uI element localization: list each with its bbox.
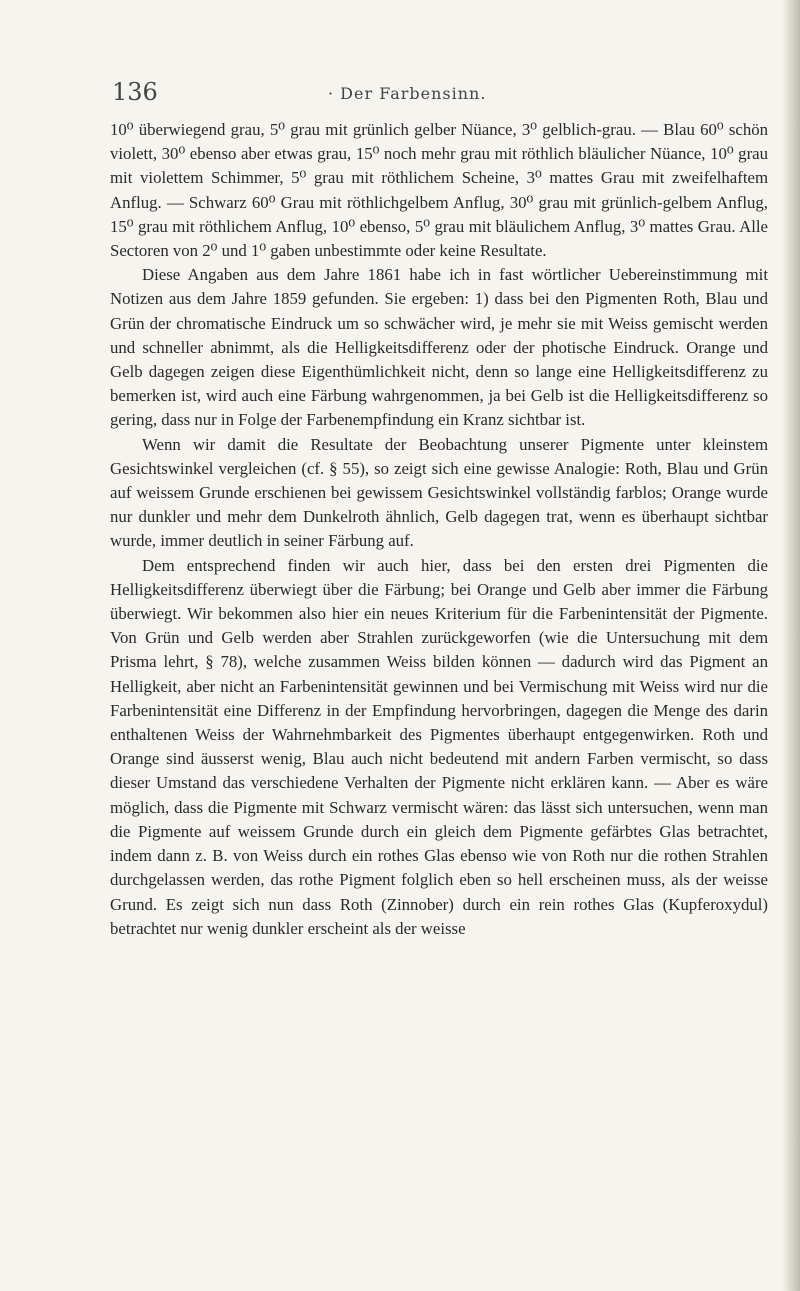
paragraph-4: Dem entsprechend finden wir auch hier, dass bei den ersten drei Pigmenten die Helligkeitsdifferenz überwiegt über die Färbung; bei Orange und Gelb aber immer die Färbung überwiegt. Wir bekommen also hier ein neues Kriterium für die Farbenintensität der Pigmente. Von Grün und Gelb werden aber Strahlen zurückgeworfen (wie die Untersuchung mit dem Prisma lehrt, § 78), welche zusammen Weiss bilden können — dadurch wird das Pigment an Helligkeit, aber nicht an Farbenintensität gewinnen und bei Vermischung mit Weiss wird nur die Farbenintensität eine Differenz in der Empfindung hervorbringen, dagegen die Menge des darin enthaltenen Weiss der Wahrnehmbarkeit des Pigmentes überhaupt entgegenwirken. Roth und Orange sind äusserst wenig, Blau auch nicht bedeutend mit andern Farben vermischt, so dass dieser Umstand das verschiedene Verhalten der Pigmente nicht erklären kann. — Aber es wäre möglich, dass die Pigmente mit Schwarz vermischt wären: das lässt sich untersuchen, wenn man die Pigmente auf weissem Grunde durch ein gleich dem Pigmente gefärbtes Glas betrachtet, indem dann z. B. von Weiss durch ein rothes Glas ebenso wie von Roth nur die rothen Strahlen durchgelassen werden, das rothe Pigment folglich eben so hell erscheinen muss, als der weisse Grund. Es zeigt sich nun dass Roth (Zinnober) durch ein rein rothes Glas (Kupferoxydul) betrachtet nur wenig dunkler erscheint als der weisse (110, 555, 768, 938)
paragraph-3: Wenn wir damit die Resultate der Beobachtung unserer Pigmente unter kleinstem Gesichtswinkel vergleichen (cf. § 55), so zeigt sich eine gewisse Analogie: Roth, Blau und Grün auf weissem Grunde erschienen bei gewissem Gesichtswinkel vollständig farblos; Orange wurde nur dunkler und mehr dem Dunkelroth ähnlich, Gelb dagegen trat, wenn es überhaupt sichtbar wurde, immer deutlich in seiner Färbung auf. (110, 434, 768, 551)
paragraph-1: 10⁰ überwiegend grau, 5⁰ grau mit grünlich gelber Nüance, 3⁰ gelblich-grau. — Blau 60⁰ schön violett, 30⁰ ebenso aber etwas grau, 15⁰ noch mehr grau mit röthlich bläulicher Nüance, 10⁰ grau mit violettem Schimmer, 5⁰ grau mit röthlichem Scheine, 3⁰ mattes Grau mit zweifelhaftem Anflug. — Schwarz 60⁰ Grau mit röthlichgelbem Anflug, 30⁰ grau mit grünlich-gelbem Anflug, 15⁰ grau mit röthlichem Anflug, 10⁰ ebenso, 5⁰ grau mit bläulichem Anflug, 3⁰ mattes Grau. Alle Sectoren von 2⁰ und 1⁰ gaben unbestimmte oder keine Resultate. (110, 120, 768, 261)
body-text (110, 118, 768, 941)
page-number: 136 (112, 78, 158, 106)
paragraph-2: Diese Angaben aus dem Jahre 1861 habe ich in fast wörtlicher Uebereinstimmung mit Notizen aus dem Jahre 1859 gefunden. Sie ergeben: 1) dass bei den Pigmenten Roth, Blau und Grün der chromatische Eindruck um so schwächer wird, je mehr sie mit Weiss gemischt werden und schneller abnimmt, als die Helligkeitsdifferenz oder der photische Eindruck. Orange und Gelb dagegen zeigen diese Eigenthümlichkeit nicht, denn so lange eine Helligkeitsdifferenz zu bemerken ist, wird auch eine Färbung wahrgenommen, ja bei Gelb ist die Helligkeitsdifferenz so gering, dass nur in Folge der Farbenempfindung ein Kranz sichtbar ist. (110, 265, 768, 430)
page-header (0, 78, 800, 108)
page-edge-shadow (782, 0, 800, 1291)
running-title: · Der Farbensinn. (328, 84, 487, 103)
